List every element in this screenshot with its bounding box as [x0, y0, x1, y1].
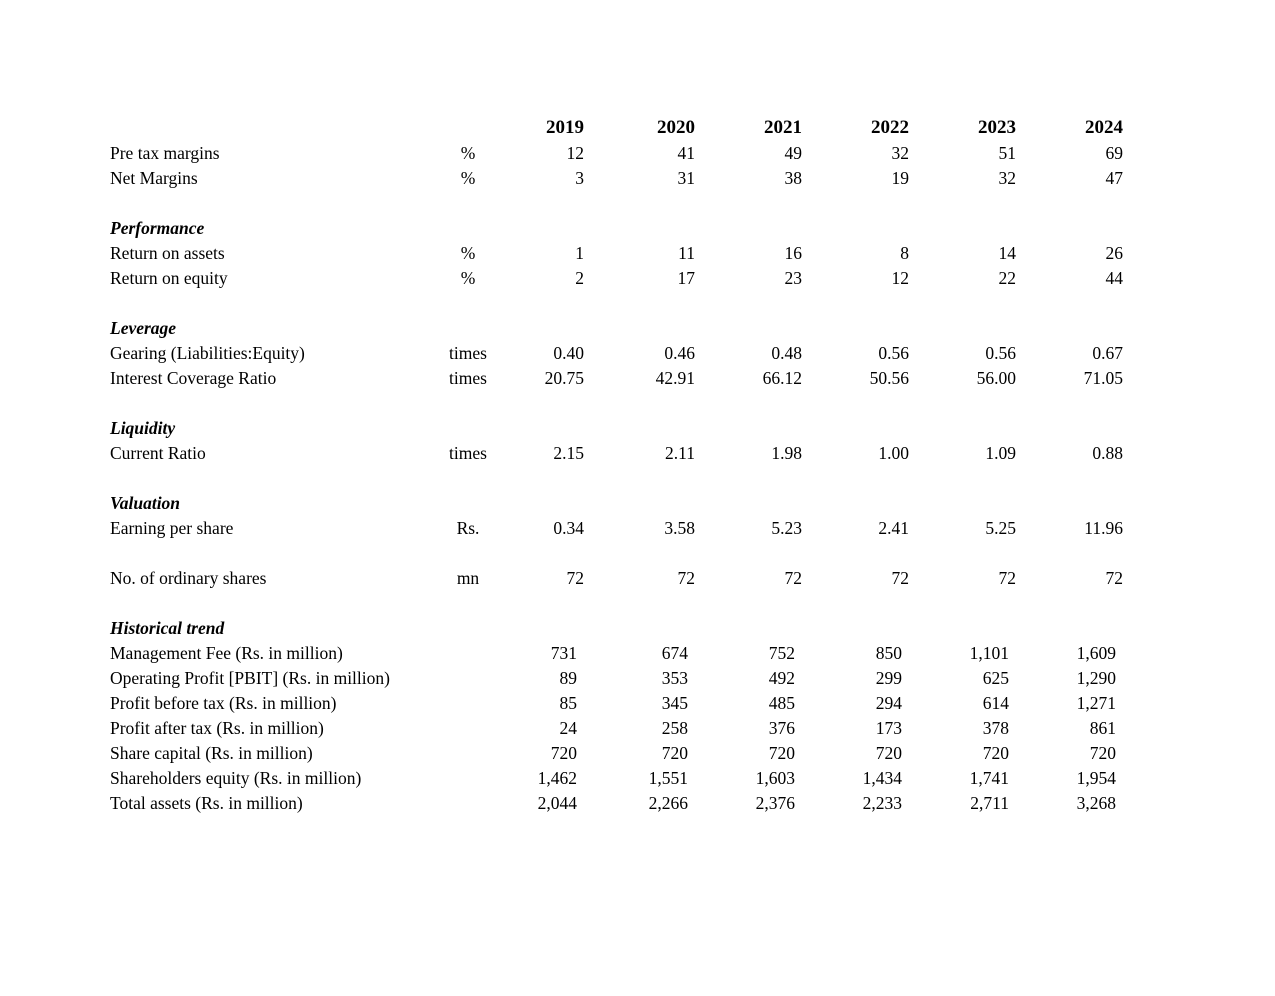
table-row-profit-before-tax	[0, 691, 1275, 716]
cell-2021: 23	[784, 268, 802, 288]
cell-2023: 1.09	[985, 443, 1016, 463]
table-row-management-fee	[0, 641, 1275, 666]
cell-2024: 72	[1105, 568, 1123, 588]
cell-2021: 1,603	[755, 768, 795, 788]
table-row-interest-coverage-ratio	[0, 366, 1275, 391]
table-row-operating-profit	[0, 666, 1275, 691]
table-row-total-assets	[0, 791, 1275, 816]
cell-2024: 26	[1105, 243, 1123, 263]
row-unit: times	[449, 368, 487, 388]
cell-2022: 2.41	[878, 518, 909, 538]
cell-2024: 71.05	[1083, 368, 1123, 388]
cell-2020: 3.58	[664, 518, 695, 538]
cell-2024: 1,290	[1076, 668, 1116, 688]
cell-2021: 2,376	[755, 793, 795, 813]
cell-2021: 38	[784, 168, 802, 188]
section-heading-valuation	[0, 491, 1275, 516]
cell-2019: 1,462	[537, 768, 577, 788]
cell-2022: 173	[875, 718, 902, 738]
cell-2020: 258	[661, 718, 688, 738]
cell-2023: 51	[998, 143, 1016, 163]
row-label: Net Margins	[110, 168, 198, 188]
cell-2024: 0.67	[1092, 343, 1123, 363]
row-label: Current Ratio	[110, 443, 206, 463]
cell-2019: 720	[550, 743, 577, 763]
cell-2022: 1,434	[862, 768, 902, 788]
year-header-2020: 2020	[657, 117, 695, 138]
cell-2019: 2,044	[537, 793, 577, 813]
year-header-2024: 2024	[1085, 117, 1123, 138]
table-row-share-capital	[0, 741, 1275, 766]
table-row-gearing	[0, 341, 1275, 366]
cell-2019: 72	[566, 568, 584, 588]
cell-2024: 44	[1105, 268, 1123, 288]
cell-2024: 3,268	[1076, 793, 1116, 813]
cell-2020: 2.11	[665, 443, 695, 463]
row-unit: %	[460, 243, 476, 263]
cell-2020: 31	[677, 168, 695, 188]
row-label: Profit before tax (Rs. in million)	[110, 693, 337, 713]
row-label: Return on equity	[110, 268, 228, 288]
cell-2019: 2	[575, 268, 584, 288]
row-unit: times	[449, 443, 487, 463]
cell-2023: 32	[998, 168, 1016, 188]
cell-2021: 485	[768, 693, 795, 713]
cell-2022: 19	[891, 168, 909, 188]
table-row-shareholders-equity	[0, 766, 1275, 791]
row-label: Pre tax margins	[110, 143, 220, 163]
cell-2023: 72	[998, 568, 1016, 588]
cell-2023: 56.00	[976, 368, 1016, 388]
cell-2023: 14	[998, 243, 1016, 263]
cell-2021: 72	[784, 568, 802, 588]
cell-2024: 1,271	[1076, 693, 1116, 713]
cell-2022: 72	[891, 568, 909, 588]
table-row-pre-tax-margins	[0, 141, 1275, 166]
cell-2019: 2.15	[553, 443, 584, 463]
cell-2024: 47	[1105, 168, 1123, 188]
cell-2022: 8	[900, 243, 909, 263]
section-title: Liquidity	[110, 418, 176, 438]
cell-2023: 720	[982, 743, 1009, 763]
cell-2022: 32	[891, 143, 909, 163]
cell-2023: 2,711	[970, 793, 1009, 813]
cell-2019: 12	[566, 143, 584, 163]
cell-2024: 1,954	[1076, 768, 1116, 788]
section-heading-liquidity	[0, 416, 1275, 441]
row-label: Total assets (Rs. in million)	[110, 793, 303, 813]
row-label: Gearing (Liabilities:Equity)	[110, 343, 305, 363]
row-unit: %	[460, 268, 476, 288]
section-title: Leverage	[110, 318, 177, 338]
cell-2019: 20.75	[544, 368, 584, 388]
cell-2022: 294	[875, 693, 902, 713]
cell-2021: 5.23	[771, 518, 802, 538]
year-header-row	[0, 115, 1275, 140]
cell-2019: 1	[575, 243, 584, 263]
cell-2023: 378	[982, 718, 1009, 738]
section-title: Historical trend	[110, 618, 225, 638]
cell-2021: 0.48	[771, 343, 802, 363]
section-title: Valuation	[110, 493, 181, 513]
row-unit: mn	[456, 568, 480, 588]
cell-2019: 3	[575, 168, 584, 188]
cell-2021: 752	[768, 643, 795, 663]
cell-2024: 720	[1089, 743, 1116, 763]
cell-2020: 720	[661, 743, 688, 763]
row-unit: times	[449, 343, 487, 363]
cell-2023: 5.25	[985, 518, 1016, 538]
row-label: Profit after tax (Rs. in million)	[110, 718, 324, 738]
cell-2024: 0.88	[1092, 443, 1123, 463]
table-row-ordinary-shares	[0, 566, 1275, 591]
cell-2022: 720	[875, 743, 902, 763]
cell-2024: 11.96	[1084, 518, 1123, 538]
cell-2023: 1,741	[969, 768, 1009, 788]
cell-2020: 674	[661, 643, 688, 663]
cell-2021: 1.98	[771, 443, 802, 463]
row-label: No. of ordinary shares	[110, 568, 267, 588]
row-label: Shareholders equity (Rs. in million)	[110, 768, 362, 788]
table-row-profit-after-tax	[0, 716, 1275, 741]
year-header-2019: 2019	[546, 117, 584, 138]
cell-2019: 0.34	[553, 518, 584, 538]
cell-2022: 2,233	[862, 793, 902, 813]
cell-2022: 850	[875, 643, 902, 663]
table-row-return-on-equity	[0, 266, 1275, 291]
year-header-2021: 2021	[764, 117, 802, 138]
row-unit: Rs.	[456, 518, 480, 538]
cell-2021: 49	[784, 143, 802, 163]
table-row-net-margins	[0, 166, 1275, 191]
table-row-return-on-assets	[0, 241, 1275, 266]
cell-2020: 0.46	[664, 343, 695, 363]
cell-2024: 861	[1089, 718, 1116, 738]
row-label: Operating Profit [PBIT] (Rs. in million)	[110, 668, 390, 688]
cell-2019: 85	[559, 693, 577, 713]
cell-2022: 1.00	[878, 443, 909, 463]
cell-2020: 353	[661, 668, 688, 688]
cell-2021: 66.12	[762, 368, 802, 388]
year-header-2023: 2023	[978, 117, 1016, 138]
cell-2023: 614	[982, 693, 1009, 713]
row-label: Return on assets	[110, 243, 225, 263]
section-heading-performance	[0, 216, 1275, 241]
cell-2023: 0.56	[985, 343, 1016, 363]
cell-2023: 22	[998, 268, 1016, 288]
row-unit: %	[460, 143, 476, 163]
cell-2021: 720	[768, 743, 795, 763]
row-label: Share capital (Rs. in million)	[110, 743, 313, 763]
row-unit: %	[460, 168, 476, 188]
cell-2020: 42.91	[655, 368, 695, 388]
cell-2020: 17	[677, 268, 695, 288]
table-row-current-ratio	[0, 441, 1275, 466]
section-title: Performance	[110, 218, 205, 238]
cell-2022: 50.56	[869, 368, 909, 388]
cell-2019: 89	[559, 668, 577, 688]
cell-2021: 16	[784, 243, 802, 263]
cell-2020: 2,266	[648, 793, 688, 813]
cell-2022: 299	[875, 668, 902, 688]
cell-2019: 0.40	[553, 343, 584, 363]
cell-2021: 376	[768, 718, 795, 738]
cell-2024: 69	[1105, 143, 1123, 163]
cell-2020: 1,551	[648, 768, 688, 788]
row-label: Earning per share	[110, 518, 234, 538]
cell-2024: 1,609	[1076, 643, 1116, 663]
cell-2019: 731	[550, 643, 577, 663]
cell-2020: 345	[661, 693, 688, 713]
cell-2020: 41	[677, 143, 695, 163]
cell-2020: 72	[677, 568, 695, 588]
row-label: Management Fee (Rs. in million)	[110, 643, 343, 663]
cell-2023: 1,101	[969, 643, 1009, 663]
cell-2022: 12	[891, 268, 909, 288]
cell-2023: 625	[982, 668, 1009, 688]
cell-2019: 24	[559, 718, 577, 738]
cell-2022: 0.56	[878, 343, 909, 363]
cell-2021: 492	[768, 668, 795, 688]
table-row-earning-per-share	[0, 516, 1275, 541]
year-header-2022: 2022	[871, 117, 909, 138]
section-heading-leverage	[0, 316, 1275, 341]
row-label: Interest Coverage Ratio	[110, 368, 277, 388]
section-heading-historical-trend	[0, 616, 1275, 641]
cell-2020: 11	[678, 243, 695, 263]
